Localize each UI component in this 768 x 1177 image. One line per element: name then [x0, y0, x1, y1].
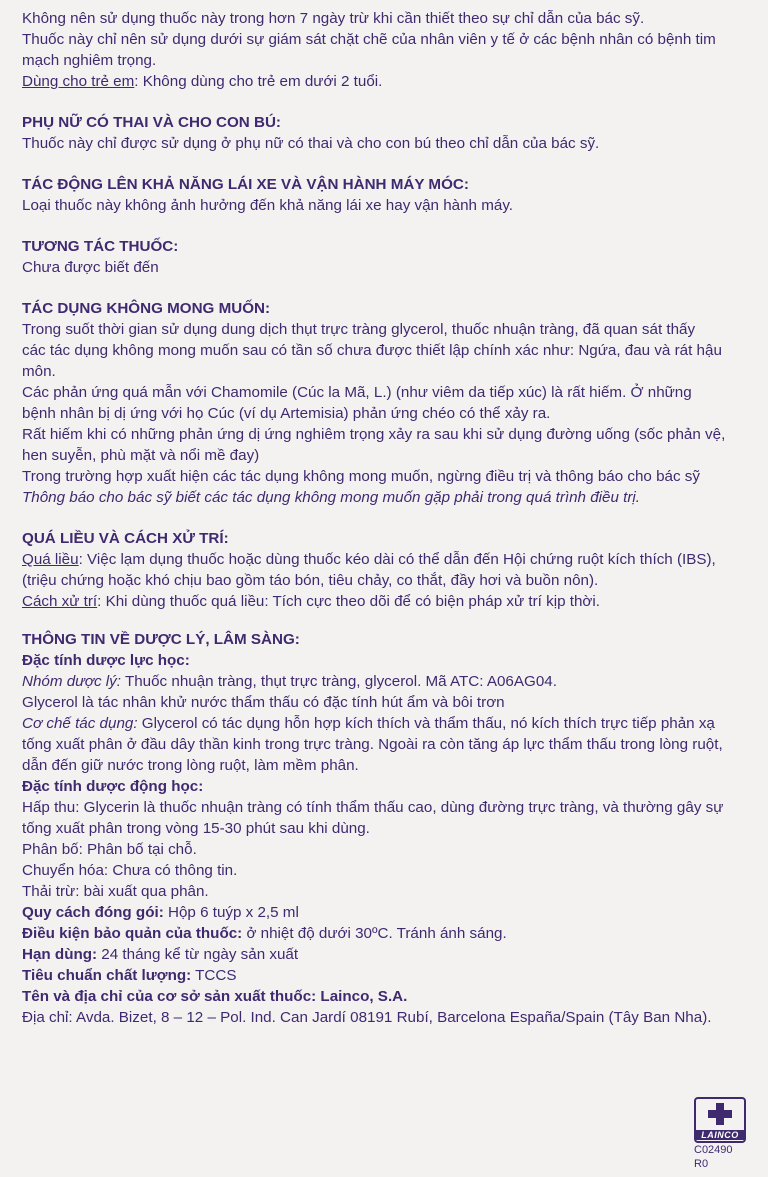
treatment-text: : Khi dùng thuốc quá liều: Tích cực theo dõi để có biện pháp xử trí kịp thời. [97, 593, 600, 610]
manufacturer-address: Địa chỉ: Avda. Bizet, 8 – 12 – Pol. Ind. Can Jardí 08191 Rubí, Barcelona España/Spain (Tây Ban Nha). [22, 1009, 712, 1026]
storage-line [22, 923, 752, 944]
document-revision: R0 [694, 1158, 709, 1170]
logo-text: LAINCO [696, 1130, 744, 1140]
packaging-text: Hộp 6 tuýp x 2,5 ml [163, 904, 299, 921]
mechanism-text-a: Glycerol có tác dụng hỗn hợp kích thích và thẩm thấu, nó kích thích trực tiếp phản xạ [137, 715, 715, 732]
side-effects-p1a: Trong suốt thời gian sử dụng dung dịch thụt trực tràng glycerol, thuốc nhuận tràng, đã quan sát thấy [22, 321, 696, 338]
expiry-label: Hạn dùng: [22, 946, 98, 963]
interactions-heading: TƯƠNG TÁC THUỐC: [22, 238, 179, 255]
side-effects-p1c: môn. [22, 363, 56, 380]
manufacturer-line: Tên và địa chỉ của cơ sở sản xuất thuốc: Lainco, S.A. [22, 988, 408, 1005]
quality-standard-text: TCCS [191, 967, 237, 984]
pharmacokinetics-heading: Đặc tính dược động học: [22, 778, 204, 795]
document-code [694, 1143, 746, 1171]
driving-text: Loại thuốc này không ảnh hưởng đến khả năng lái xe hay vận hành máy. [22, 197, 514, 214]
pregnancy-text: Thuốc này chỉ được sử dụng ở phụ nữ có thai và cho con bú theo chỉ dẫn của bác sỹ. [22, 135, 600, 152]
pharmacology-heading: THÔNG TIN VỀ DƯỢC LÝ, LÂM SÀNG: [22, 631, 300, 648]
mechanism-line-a [22, 713, 752, 734]
storage-text: ở nhiệt độ dưới 30ºC. Tránh ánh sáng. [242, 925, 507, 942]
side-effects-p3a: Rất hiếm khi có những phản ứng dị ứng nghiêm trọng xảy ra sau khi sử dụng đường uống (sốc phản vệ, [22, 426, 726, 443]
absorption-b: tống xuất phân trong vòng 15-30 phút sau khi dùng. [22, 820, 370, 837]
side-effects-p2b: bệnh nhân bị dị ứng với họ Cúc (ví dụ Artemisia) phản ứng chéo có thể xảy ra. [22, 405, 551, 422]
overdose-label: Quá liều [22, 551, 79, 568]
side-effects-p5: Thông báo cho bác sỹ biết các tác dụng không mong muốn gặp phải trong quá trình điều trị. [22, 489, 641, 506]
overdose-text-a: : Việc lạm dụng thuốc hoặc dùng thuốc kéo dài có thể dẫn đến Hội chứng ruột kích thích (IBS), [78, 551, 716, 568]
overdose-text-b: (triệu chứng hoặc khó chịu bao gồm táo bón, tiêu chảy, co thắt, đầy hơi và buồn nôn). [22, 572, 599, 589]
intro-line-2b: mạch nghiêm trọng. [22, 52, 157, 69]
children-usage-label: Dùng cho trẻ em [22, 73, 135, 90]
side-effects-p1b: các tác dụng không mong muốn sau có tần số chưa được thiết lập chính xác như: Ngứa, đau và rát hậu [22, 342, 722, 359]
side-effects-heading: TÁC DỤNG KHÔNG MONG MUỐN: [22, 300, 271, 317]
driving-heading: TÁC ĐỘNG LÊN KHẢ NĂNG LÁI XE VÀ VẬN HÀNH MÁY MÓC: [22, 176, 469, 193]
pharmacologic-group-text: Thuốc nhuận tràng, thụt trực tràng, glycerol. Mã ATC: A06AG04. [121, 673, 557, 690]
metabolism: Chuyển hóa: Chưa có thông tin. [22, 862, 238, 879]
lainco-logo [694, 1097, 746, 1143]
children-usage [22, 71, 752, 92]
children-usage-text: : Không dùng cho trẻ em dưới 2 tuổi. [134, 73, 383, 90]
leaflet-content [22, 8, 752, 1028]
expiry-line [22, 944, 752, 965]
packaging-line [22, 902, 752, 923]
mechanism-text-c: dẫn đến giữ nước trong lòng ruột, làm mềm phân. [22, 757, 359, 774]
intro-line-1: Không nên sử dụng thuốc này trong hơn 7 ngày trừ khi cần thiết theo sự chỉ dẫn của bác sỹ. [22, 10, 645, 27]
pharmacologic-group-label: Nhóm dược lý: [22, 673, 121, 690]
cross-icon [708, 1103, 732, 1125]
mechanism-label: Cơ chế tác dụng: [22, 715, 138, 732]
distribution: Phân bố: Phân bố tại chỗ. [22, 841, 197, 858]
storage-label: Điều kiện bảo quản của thuốc: [22, 925, 243, 942]
treatment-label: Cách xử trí [22, 593, 98, 610]
side-effects-p2a: Các phản ứng quá mẫn với Chamomile (Cúc la Mã, L.) (như viêm da tiếp xúc) là rất hiếm. Ở những [22, 384, 692, 401]
pharmacodynamics-heading: Đặc tính dược lực học: [22, 652, 190, 669]
treatment-line [22, 591, 752, 612]
quality-standard-line [22, 965, 752, 986]
pharmacologic-group [22, 671, 752, 692]
document-code-number: C02490 [694, 1144, 733, 1156]
expiry-text: 24 tháng kể từ ngày sản xuất [97, 946, 299, 963]
packaging-label: Quy cách đóng gói: [22, 904, 164, 921]
intro-line-2a: Thuốc này chỉ nên sử dụng dưới sự giám sát chặt chẽ của nhân viên y tế ở các bệnh nhân có bệnh tim [22, 31, 716, 48]
interactions-text: Chưa được biết đến [22, 259, 159, 276]
glycerol-description: Glycerol là tác nhân khử nước thẩm thấu có đặc tính hút ẩm và bôi trơn [22, 694, 505, 711]
side-effects-p4: Trong trường hợp xuất hiện các tác dụng không mong muốn, ngừng điều trị và thông báo cho bác sỹ [22, 468, 700, 485]
pregnancy-heading: PHỤ NỮ CÓ THAI VÀ CHO CON BÚ: [22, 114, 281, 131]
overdose-line-1 [22, 549, 752, 570]
absorption-a: Hấp thu: Glycerin là thuốc nhuận tràng có tính thẩm thấu cao, dùng đường trực tràng, và thường gây sự [22, 799, 724, 816]
overdose-heading: QUÁ LIỀU VÀ CÁCH XỬ TRÍ: [22, 530, 229, 547]
side-effects-p3b: hen suyễn, phù mặt và nổi mề đay) [22, 447, 260, 464]
mechanism-text-b: tống xuất phân ở đầu dây thần kinh trong trực tràng. Ngoài ra còn tăng áp lực thẩm thấu trong lòng ruột, [22, 736, 723, 753]
quality-standard-label: Tiêu chuẩn chất lượng: [22, 967, 192, 984]
excretion: Thải trừ: bài xuất qua phân. [22, 883, 209, 900]
